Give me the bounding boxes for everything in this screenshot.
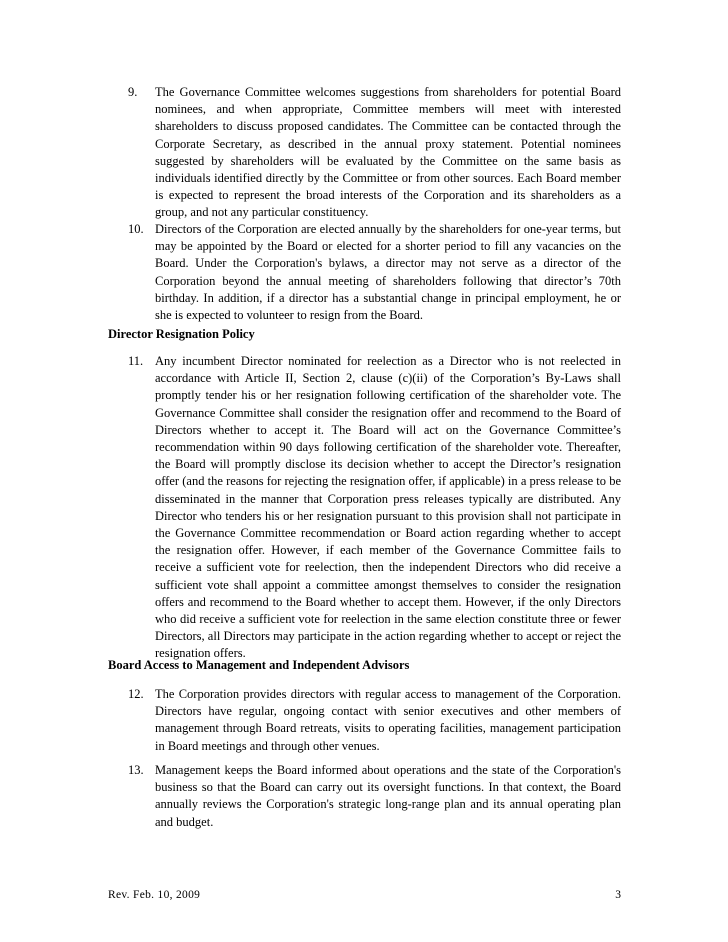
item-number: 10. <box>128 222 144 236</box>
item-text: The Corporation provides directors with regular access to management of the Corporation. Directors have regular, ongoing contact with senior executives and other members of management through Board retreats, visits to operating facilities, management participation in Board meetings and through other venues. <box>155 687 621 753</box>
list-item-9 <box>108 84 621 222</box>
list-item-11 <box>108 353 621 663</box>
item-number: 9. <box>128 85 138 99</box>
item-number: 13. <box>128 763 144 777</box>
item-text: Any incumbent Director nominated for reelection as a Director who is not reelected in accordance with Article II, Section 2, clause (c)(ii) of the Corporation’s By-Laws shall promptly tender his or her resignation following certification of the shareholder vote. The Governance Committee shall consider the resignation offer and recommend to the Board of Directors whether to accept it. The Board will act on the Governance Committee’s recommendation within 90 days following certification of the shareholder vote. Thereafter, the Board will promptly disclose its decision whether to accept the Director’s resignation offer (and the reasons for rejecting the resignation offer, if applicable) in a press release to be disseminated in the manner that Corporation press releases typically are distributed. Any Director who tenders his or her resignation pursuant to this provision shall not participate in the Governance Committee recommendation or Board action regarding whether to accept the resignation offer. However, if each member of the Governance Committee fails to receive a sufficient vote for reelection, then the independent Directors who did receive a sufficient vote shall appoint a committee amongst themselves to consider the resignation offers and recommend to the Board whether to accept them. However, if the only Directors who did receive a sufficient vote for reelection in the same election constitute three or fewer Directors, all Directors may participate in the action regarding whether to accept or reject the resignation offers. <box>155 354 621 661</box>
item-number: 11. <box>128 354 144 368</box>
list-item-12 <box>108 686 621 755</box>
list-item-10 <box>108 221 621 324</box>
item-text: The Governance Committee welcomes suggestions from shareholders for potential Board nominees, and when appropriate, Committee members will meet with interested shareholders to discuss proposed candidates. The Committee can be contacted through the Corporate Secretary, as described in the annual proxy statement. Potential nominees suggested by shareholders will be evaluated by the Committee on the same basis as individuals identified directly by the Committee or from other sources. Each Board member is expected to represent the broad interests of the Corporation and its shareholders as a group, and not any particular constituency. <box>155 85 621 220</box>
revision-date: Rev. Feb. 10, 2009 <box>108 889 201 901</box>
item-text: Management keeps the Board informed about operations and the state of the Corporation's business so that the Board can carry out its oversight functions. In that context, the Board annually reviews the Corporation's strategic long-range plan and its annual operating plan and budget. <box>155 763 621 829</box>
item-number: 12. <box>128 687 144 701</box>
page-number: 3 <box>615 889 621 901</box>
section-heading-board-access: Board Access to Management and Independent Advisors <box>108 658 410 672</box>
section-heading-resignation-policy: Director Resignation Policy <box>108 327 255 341</box>
item-text: Directors of the Corporation are elected annually by the shareholders for one-year terms, but may be appointed by the Board or elected for a shorter period to fill any vacancies on the Board. Under the Corporation's bylaws, a director may not serve as a director of the Corporation beyond the annual meeting of shareholders following that director’s 70th birthday. In addition, if a director has a substantial change in principal employment, he or she is expected to volunteer to resign from the Board. <box>155 222 621 323</box>
list-item-13 <box>108 762 621 831</box>
